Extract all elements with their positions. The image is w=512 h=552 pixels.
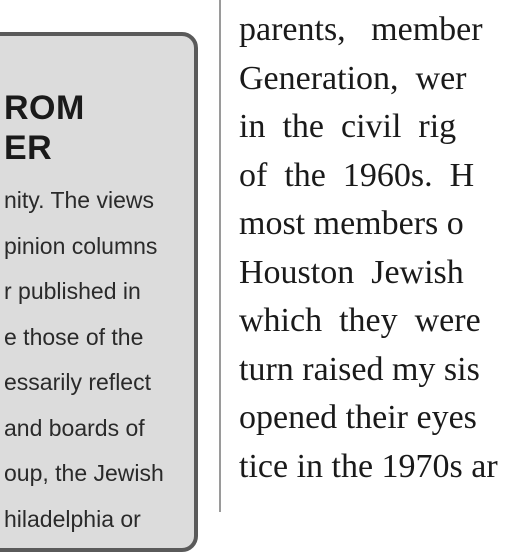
article-line: Houston Jewish bbox=[239, 253, 464, 291]
article-line: in the civil rig bbox=[239, 108, 457, 145]
article-line: of the 1960s. H bbox=[239, 156, 475, 194]
article-line: opened their eyes bbox=[239, 399, 477, 436]
sidebar-title bbox=[4, 88, 85, 168]
disclaimer-line: e those of the bbox=[4, 323, 144, 350]
article-line: Generation, wer bbox=[239, 59, 467, 97]
opinion-disclaimer-box bbox=[0, 32, 198, 552]
disclaimer-line: pinion columns bbox=[4, 232, 158, 259]
article-text bbox=[239, 6, 498, 491]
article-line: turn raised my sis bbox=[239, 350, 480, 388]
disclaimer-line: r published in bbox=[4, 278, 141, 304]
disclaimer-line: nity. The views bbox=[4, 187, 154, 213]
article-line: tice in the 1970s ar bbox=[239, 447, 498, 485]
article-line: parents, member bbox=[239, 11, 483, 48]
sidebar-title-line: ER bbox=[4, 129, 53, 167]
article-line: which they were bbox=[239, 302, 481, 339]
disclaimer-line: and boards of bbox=[4, 414, 145, 441]
disclaimer-line: oup, the Jewish bbox=[4, 460, 164, 486]
article-line: most members o bbox=[239, 205, 464, 242]
sidebar-title-line: ROM bbox=[4, 89, 85, 127]
disclaimer-line: hiladelphia or bbox=[4, 505, 141, 532]
column-divider bbox=[219, 0, 221, 512]
disclaimer-line: essarily reflect bbox=[4, 369, 151, 395]
disclaimer-text bbox=[4, 178, 164, 542]
